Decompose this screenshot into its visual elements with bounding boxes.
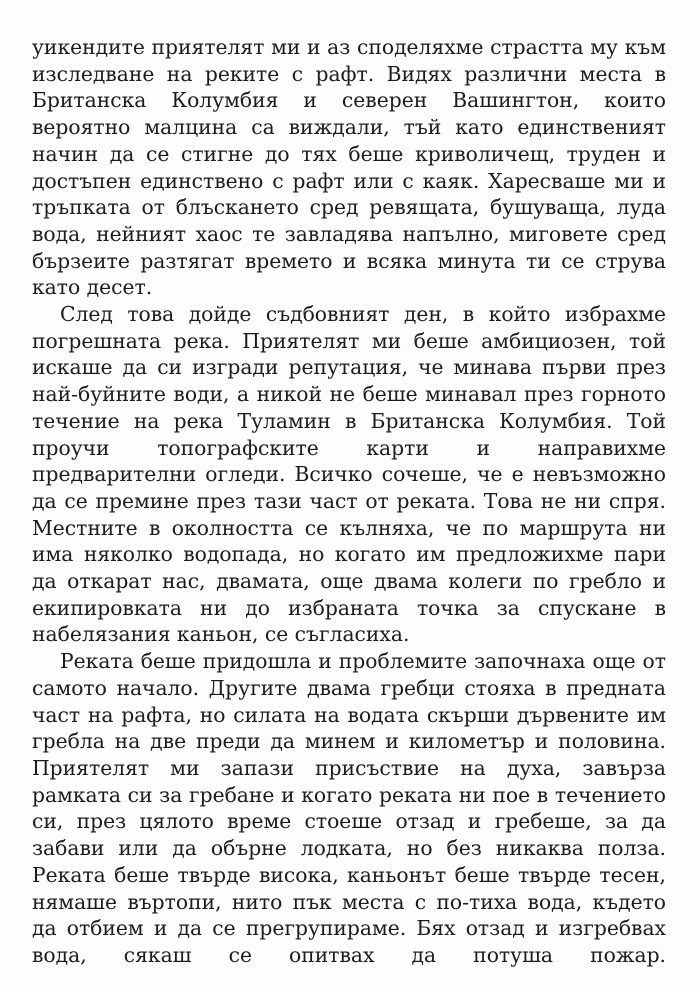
book-page [32, 34, 666, 974]
paragraph-3: Реката беше придошла и проблемите започнаха още от самото начало. Другите двама гребци стояха в предната част на рафта, но силата на водата скърши дървените им гребла на две преди да минем и километър и половина. Приятелят ми запази присъствие на духа, завърза рамката си за гребане и когато реката ни пое в течението си, през цялото време стоеше отзад и гребеше, за да забави или да обърне лодката, но без никаква полза. Реката беше твърде висока, каньонът беше твърде тесен, нямаше въртопи, нито пък места с по-тиха вода, където да отбием и да се прегрупираме. Бях отзад и изгребвах вода, сякаш се опитвах да потуша пожар. [32, 649, 666, 967]
paragraph-1: уикендите приятелят ми и аз споделяхме страстта му към изследване на реките с рафт. Видях различни места в Британска Колумбия и северен Вашингтон, които вероятно малцина са виждали, тъй като единственият начин да се стигне до тях беше криволичещ, труден и достъпен единствено с рафт или с каяк. Харесваше ми и тръпката от блъскането сред ревящата, бушуваща, луда вода, нейният хаос те завладява напълно, миговете сред бързеите разтягат времето и всяка минута ти се струва като десет. [32, 35, 666, 300]
paragraph-2: След това дойде съдбовният ден, в който избрахме погрешната река. Приятелят ми беше амбициозен, той искаше да си изгради репутация, че минава първи през най-буйните води, а никой не беше минавал през горното течение на река Туламин в Британска Колумбия. Той проучи топографските карти и направихме предварителни огледи. Всичко сочеше, че е невъзможно да се премине през тази част от реката. Това не ни спря. Местните в околността се кълняха, че по маршрута ни има няколко водопада, но когато им предложихме пари да откарат нас, двамата, още двама колеги по гребло и екипировката ни до избраната точка за спускане в набелязания каньон, се съгласиха. [32, 302, 666, 647]
